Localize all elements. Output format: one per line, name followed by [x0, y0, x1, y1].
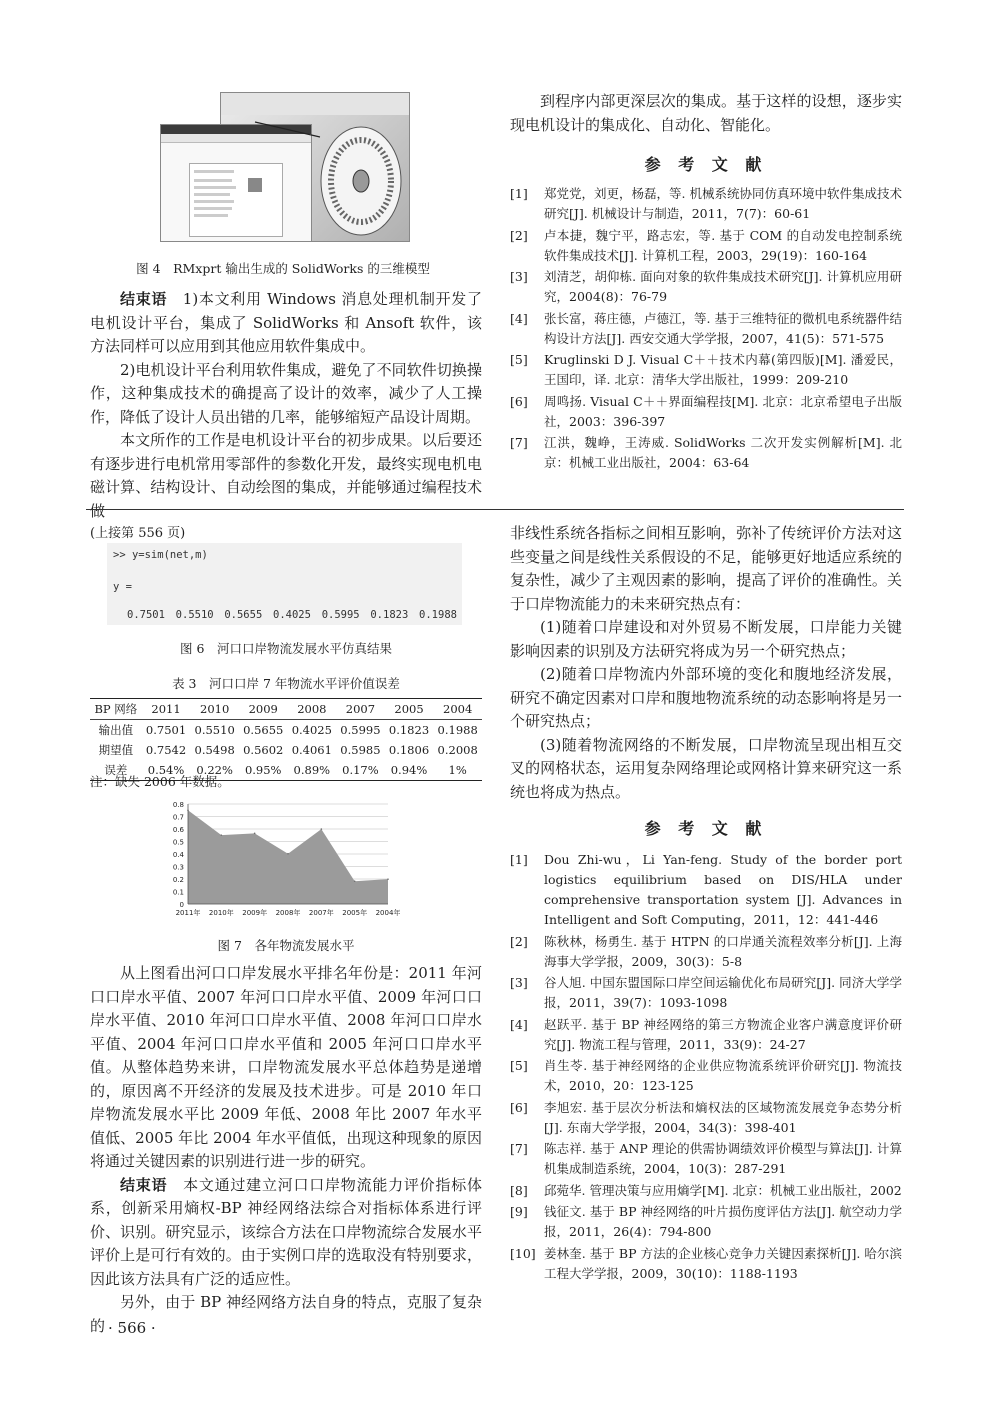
reference-text: 陈志祥. 基于 ANP 理论的供需协调绩效评价模型与算法[J]. 计算机集成制造系统，2004，10(3)：287-291	[544, 1141, 902, 1176]
continued-from-label: (上接第 556 页)	[90, 526, 186, 541]
table-cell: 0.7501	[145, 723, 187, 737]
matlab-value: 0.1823	[370, 609, 409, 621]
reference-item	[510, 850, 902, 930]
matlab-output	[107, 543, 462, 625]
additional-paragraph: 另外，由于 BP 神经网络方法自身的特点，克服了复杂的	[90, 1293, 482, 1335]
table-note: 注：缺失 2006 年数据。	[90, 774, 230, 789]
matlab-y-label: y =	[113, 581, 132, 593]
x-tick-label: 2008年	[275, 909, 301, 917]
matlab-value: 0.5995	[321, 609, 360, 621]
reference-text: 周鸣扬. Visual C＋＋界面编程技[M]. 北京：北京希望电子出版社，2003：396-397	[544, 393, 902, 429]
data-point	[221, 834, 223, 836]
reference-text: 邱菀华. 管理决策与应用熵学[M]. 北京：机械工业出版社，2002	[544, 1182, 902, 1198]
table-header-cell: BP 网络	[94, 702, 138, 716]
table-cell: 0.5602	[243, 743, 284, 757]
table-cell: 误差	[104, 763, 128, 777]
matlab-values	[127, 609, 457, 621]
table-cell: 0.95%	[244, 763, 282, 777]
data-point	[287, 853, 289, 855]
reference-number: [9]	[510, 1204, 528, 1219]
figure-7-caption: 图 7 各年物流发展水平	[217, 938, 355, 953]
x-tick-label: 2007年	[308, 909, 334, 917]
table-header-row	[90, 699, 482, 720]
continued-paragraph: 到程序内部更深层次的集成。基于这样的设想，逐步实现电机设计的集成化、自动化、智能化。	[510, 92, 902, 134]
table-cell: 0.4061	[291, 743, 332, 757]
reference-number: [7]	[510, 435, 528, 450]
reference-item	[510, 1181, 902, 1201]
figure-4-caption: 图 4 RMxprt 输出生成的 SolidWorks 的三维模型	[136, 261, 430, 276]
reference-number: [1]	[510, 186, 528, 201]
reference-text: 江洪，魏峥，王涛威. SolidWorks 二次开发实例解析[M]. 北京：机械工业出版社，2004：63-64	[544, 435, 902, 470]
x-tick-label: 2010年	[208, 909, 234, 917]
references-title-top: 参 考 文 献	[644, 155, 768, 174]
reference-item	[510, 1015, 902, 1055]
y-tick-label: 0.6	[172, 826, 184, 834]
reference-item	[510, 433, 902, 473]
table-cell: 0.17%	[342, 763, 379, 777]
reference-number: [4]	[510, 1016, 528, 1032]
reference-text: 陈秋林，杨勇生. 基于 HTPN 的口岸通关流程效率分析[J]. 上海海事大学学报，2009，30(3)：5-8	[544, 933, 902, 969]
table-cell: 0.5995	[340, 723, 381, 737]
table-cell: 1%	[448, 763, 467, 777]
table-cell: 0.1988	[437, 723, 478, 737]
matlab-value: 0.4025	[273, 609, 311, 621]
reference-number: [3]	[510, 269, 528, 284]
conclusion-paragraph-3: 本文所作的工作是电机设计平台的初步成果。以后要还有逐步进行电机常用零部件的参数化开发，最终实现电机电磁计算、结构设计、自动绘图的集成，并能够通过编程技术做	[90, 431, 482, 520]
reference-item	[510, 309, 902, 349]
reference-text: 郑党党，刘更，杨磊，等. 机械系统协同仿真环境中软件集成技术研究[J]. 机械设计与制造，2011，7(7)：60-61	[544, 186, 902, 221]
conclusion-paragraph-2: 2)电机设计平台利用软件集成，避免了不同软件切换操作，这种集成技术的确提高了设计的效率，减少了人工操作，降低了设计人员出错的几率，能够缩短产品设计周期。	[90, 360, 482, 426]
y-tick-label: 0.4	[172, 851, 184, 859]
data-point	[254, 833, 256, 835]
figure-4	[160, 92, 410, 242]
x-tick-label: 2009年	[242, 909, 268, 917]
y-tick-label: 0.1	[172, 888, 184, 897]
matlab-value: 0.5510	[175, 609, 214, 621]
references-title-bottom: 参 考 文 献	[644, 819, 768, 838]
figure-6-caption: 图 6 河口口岸物流发展水平仿真结果	[180, 641, 392, 656]
reference-number: [5]	[510, 1058, 528, 1073]
table-cell: 0.1823	[388, 723, 430, 737]
table-cell: 0.5510	[194, 723, 235, 737]
figure-7-chart	[160, 798, 400, 926]
table-header-cell: 2005	[394, 702, 424, 716]
bottom-right-text	[510, 522, 902, 804]
table-header-cell: 2009	[248, 702, 278, 716]
reference-number: [8]	[510, 1182, 528, 1198]
y-tick-label: 0.3	[172, 863, 184, 872]
table-cell: 0.5985	[340, 743, 381, 757]
table-cell: 0.1806	[388, 743, 430, 757]
top-right-column	[510, 90, 902, 137]
reference-item	[510, 973, 902, 1013]
top-left-column	[90, 288, 482, 523]
table-cell: 输出值	[98, 723, 134, 737]
data-point	[354, 880, 356, 882]
matlab-value: 0.1988	[419, 609, 457, 621]
matlab-value: 0.7501	[127, 609, 165, 621]
reference-number: [10]	[510, 1245, 536, 1261]
reference-text: Dou Zhi-wu，Li Yan-feng. Study of the border port logistics equilibrium based on DIS/HLA under comprehensive transportation system [J]. Advances in Intelligent and Soft Computing，2011，12：441-446	[544, 852, 902, 927]
reference-text: 姜林奎. 基于 BP 方法的企业核心竞争力关键因素探析[J]. 哈尔滨工程大学学报，2009，30(10)：1188-1193	[544, 1245, 902, 1281]
reference-item	[510, 932, 902, 972]
x-tick-label: 2005年	[342, 909, 368, 917]
table-header-cell: 2011	[151, 702, 181, 716]
references-list-bottom	[510, 850, 902, 1285]
reference-item	[510, 392, 902, 432]
reference-text: 钱征文. 基于 BP 神经网络的叶片损伤度评估方法[J]. 航空动力学报，2011，26(4)：794-800	[544, 1204, 902, 1239]
matlab-value: 0.5655	[224, 609, 263, 621]
conclusion-keyword-2: 结束语	[120, 1175, 168, 1194]
page-divider	[86, 509, 904, 510]
reference-item	[510, 1139, 902, 1179]
analysis-paragraph: 从上图看出河口口岸发展水平排名年份是：2011 年河口口岸水平值、2007 年河口口岸水平值、2009 年河口口岸水平值、2010 年河口口岸水平值、2008 年河口口岸水平值、2004 年河口口岸水平值和 2005 年河口口岸水平值。从整体趋势来讲，口岸物流发展水平总体趋势是递增的，原因离不开经济的发展及技术进步。可是 2010 年口岸物流发展水平比 2009 年低、2008 年比 2007 年水平值低、2005 年比 2004 年水平值低，出现这种现象的原因将通过关键因素的识别进行进一步的研究。	[90, 964, 482, 1170]
table-cell: 0.22%	[196, 763, 233, 777]
matlab-command: >> y=sim(net,m)	[113, 549, 208, 561]
reference-number: [7]	[510, 1141, 528, 1156]
reference-number: [6]	[510, 393, 528, 409]
reference-item	[510, 1244, 902, 1284]
bottom-right-paragraph-4: (3)随着物流网络的不断发展，口岸物流呈现出相互交叉的网格状态，运用复杂网络理论或网格计算来研究这一系统也将成为热点。	[510, 735, 902, 801]
table-cell: 0.5498	[194, 743, 235, 757]
table-header-cell: 2010	[200, 702, 230, 716]
conclusion-paragraph-1: 结束语 1)本文利用 Windows 消息处理机制开发了电机设计平台，集成了 SolidWorks 和 Ansoft 软件，该方法同样可以应用到其他应用软件集成中。	[90, 290, 482, 355]
bottom-left-text	[90, 962, 482, 1338]
table-3-caption: 表 3 河口口岸 7 年物流水平评价值误差	[172, 676, 400, 691]
y-tick-label: 0.2	[172, 876, 184, 884]
table-header-cell: 2004	[443, 702, 473, 716]
reference-item	[510, 184, 902, 224]
data-point	[387, 878, 389, 880]
table-cell: 0.2008	[437, 743, 478, 757]
reference-text: 张长富，蒋庄德，卢德江，等. 基于三维特征的微机电系统器件结构设计方法[J]. 西安交通大学学报，2007，41(5)：571-575	[544, 310, 902, 346]
reference-text: 赵跃平. 基于 BP 神经网络的第三方物流企业客户满意度评价研究[J]. 物流工程与管理，2011，33(9)：24-27	[544, 1016, 902, 1052]
reference-number: [4]	[510, 310, 528, 326]
reference-number: [2]	[510, 227, 528, 243]
reference-text: 谷人旭. 中国东盟国际口岸空间运输优化布局研究[J]. 同济大学学报，2011，39(7)：1093-1098	[544, 975, 902, 1010]
reference-text: 肖生苓. 基于神经网络的企业供应物流系统评价研究[J]. 物流技术，2010，20：123-125	[544, 1058, 902, 1093]
x-tick-label: 2011年	[175, 909, 201, 917]
page-number: · 566 ·	[108, 1319, 156, 1337]
table-cell: 0.4025	[291, 723, 332, 737]
area-series	[188, 810, 388, 904]
bottom-right-paragraph-1: 非线性系统各指标之间相互影响，弥补了传统评价方法对这些变量之间是线性关系假设的不足，能够更好地适应系统的复杂性，减少了主观因素的影响，提高了评价的准确性。关于口岸物流能力的未来研究热点有：	[510, 524, 902, 613]
references-list-top	[510, 184, 902, 475]
bottom-right-paragraph-2: (1)随着口岸建设和对外贸易不断发展，口岸能力关键影响因素的识别及方法研究将成为另一个研究热点；	[510, 618, 902, 660]
data-point	[321, 828, 323, 830]
conclusion-paragraph: 结束语 本文通过建立河口口岸物流能力评价指标体系，创新采用熵权-BP 神经网络法综合对指标体系进行评价、识别。研究显示，该综合方法在口岸物流综合发展水平评价上是可行有效的。由于实例口岸的选取没有特别要求，因此该方法具有广泛的适应性。	[90, 1175, 482, 1288]
reference-item	[510, 1202, 902, 1242]
reference-item	[510, 226, 902, 266]
reference-number: [6]	[510, 1099, 528, 1115]
reference-number: [2]	[510, 933, 528, 949]
y-tick-label: 0	[179, 901, 184, 909]
reference-item	[510, 350, 902, 390]
table-row	[90, 740, 482, 760]
table-header-cell: 2007	[345, 702, 376, 716]
reference-item	[510, 1056, 902, 1096]
reference-text: 卢本捷，魏宁平，路志宏，等. 基于 COM 的自动发电控制系统软件集成技术[J]. 计算机工程，2003，29(19)：160-164	[544, 227, 902, 263]
table-header-cell: 2008	[297, 702, 327, 716]
table-cell: 期望值	[98, 743, 134, 757]
table-cell: 0.89%	[293, 763, 331, 777]
reference-number: [3]	[510, 975, 528, 990]
reference-text: 李旭宏. 基于层次分析法和熵权法的区域物流发展竞争态势分析[J]. 东南大学学报，2004，34(3)：398-401	[544, 1099, 902, 1135]
table-row	[90, 720, 482, 741]
y-tick-label: 0.7	[172, 813, 184, 822]
bottom-right-paragraph-3: (2)随着口岸物流内外部环境的变化和腹地经济发展，研究不确定因素对口岸和腹地物流系统的动态影响将是另一个研究热点；	[510, 665, 902, 730]
table-cell: 0.54%	[147, 763, 185, 777]
reference-text: 刘清芝，胡仰栋. 面向对象的软件集成技术研究[J]. 计算机应用研究，2004(8)：76-79	[544, 269, 902, 304]
reference-text: Kruglinski D J. Visual C＋＋技术内幕(第四版)[M]. 潘爱民，王国印，译. 北京：清华大学出版社，1999：209-210	[544, 352, 902, 387]
table-cell: 0.94%	[390, 763, 428, 777]
table-3	[90, 698, 482, 781]
x-tick-label: 2004年	[375, 909, 400, 917]
reference-number: [1]	[510, 852, 528, 867]
conclusion-keyword: 结束语	[120, 290, 168, 308]
reference-item	[510, 1098, 902, 1138]
y-tick-label: 0.8	[172, 801, 184, 809]
table-cell: 0.5655	[243, 723, 284, 737]
reference-item	[510, 267, 902, 307]
reference-number: [5]	[510, 352, 528, 367]
table-cell: 0.7542	[145, 743, 187, 757]
y-tick-label: 0.5	[172, 838, 184, 847]
